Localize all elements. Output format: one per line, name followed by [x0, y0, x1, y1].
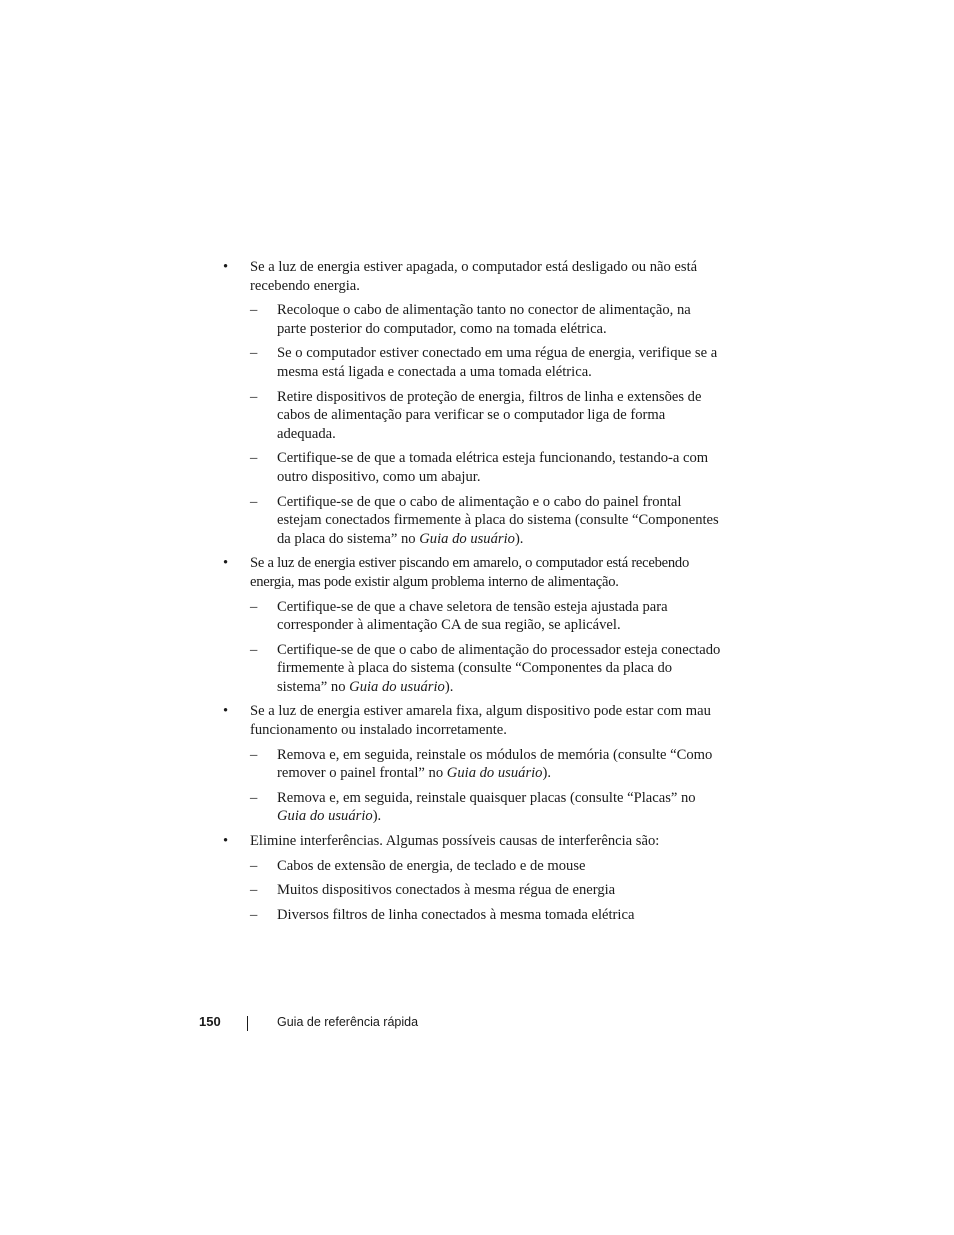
sub-item-text-pre: Remova e, em seguida, reinstale quaisquer placas (consulte “Placas” no	[277, 789, 696, 806]
sub-item-text: Certifique-se de que a chave seletora de tensão esteja ajustada para corresponder à alimentação CA de sua região, se aplicável.	[277, 598, 668, 634]
dash-marker: –	[250, 388, 258, 405]
sub-item-text	[277, 790, 696, 825]
sub-item-text: Retire dispositivos de proteção de energia, filtros de linha e extensões de cabos de alimentação para verificar se o computador liga de forma adequada.	[277, 388, 702, 442]
sub-list	[250, 857, 722, 925]
bullet-marker: •	[223, 259, 229, 275]
sub-item	[250, 598, 722, 635]
sub-item-text-post: ).	[514, 530, 524, 547]
sub-item-text	[277, 642, 720, 695]
dash-marker: –	[250, 906, 258, 923]
guide-reference: Guia do usuário	[419, 530, 515, 547]
sub-item	[250, 789, 722, 826]
guide-reference: Guia do usuário	[349, 678, 445, 695]
footer-divider	[247, 1016, 248, 1031]
sub-item-text: Recoloque o cabo de alimentação tanto no conector de alimentação, na parte posterior do computador, como na tomada elétrica.	[277, 302, 691, 337]
sub-item	[250, 449, 722, 486]
page-number: 150	[199, 1014, 221, 1029]
sub-item	[250, 344, 722, 381]
guide-reference: Guia do usuário	[446, 765, 543, 782]
sub-item-text-post: ).	[444, 678, 454, 695]
bullet-text: Elimine interferências. Algumas possíveis causas de interferência são:	[250, 833, 660, 850]
sub-list	[250, 598, 722, 697]
sub-item	[250, 301, 722, 338]
document-body	[222, 258, 722, 924]
sub-item-text-post: ).	[542, 765, 551, 782]
sub-item-text	[277, 747, 712, 782]
sub-item	[250, 388, 722, 444]
dash-marker: –	[250, 746, 258, 763]
bullet-item	[222, 554, 722, 696]
sub-item-text: Diversos filtros de linha conectados à mesma tomada elétrica	[277, 906, 635, 923]
sub-item-text-post: ).	[372, 808, 382, 825]
dash-marker: –	[250, 450, 258, 467]
guide-reference: Guia do usuário	[277, 808, 373, 825]
dash-marker: –	[250, 345, 258, 362]
bullet-marker: •	[223, 703, 229, 720]
dash-marker: –	[250, 857, 258, 874]
dash-marker: –	[250, 493, 258, 510]
bullet-text: Se a luz de energia estiver piscando em amarelo, o computador está recebendo energia, mas pode existir algum problema interno de alimentação.	[250, 555, 690, 590]
sub-item-text	[277, 494, 719, 547]
sub-item-text: Se o computador estiver conectado em uma régua de energia, verifique se a mesma está ligada e conectada a uma tomada elétrica.	[277, 345, 718, 380]
sub-item-text-pre: Certifique-se de que o cabo de alimentação do processador esteja conectado firmemente à placa do sistema (consulte “Componentes da placa do sistema” no	[277, 641, 721, 695]
sub-list	[250, 301, 722, 548]
bullet-marker: •	[223, 555, 229, 572]
sub-item	[250, 906, 722, 925]
bullet-marker: •	[223, 833, 229, 850]
dash-marker: –	[250, 789, 258, 806]
sub-item-text: Muitos dispositivos conectados à mesma régua de energia	[277, 882, 616, 899]
sub-item-text-pre: Certifique-se de que o cabo de alimentação e o cabo do painel frontal estejam conectados firmemente à placa do sistema (consulte “Componentes da placa do sistema” no	[277, 493, 719, 547]
bullet-item	[222, 258, 722, 548]
bullet-text: Se a luz de energia estiver amarela fixa, algum dispositivo pode estar com mau funcionamento ou instalado incorretamente.	[250, 703, 711, 739]
bullet-item	[222, 702, 722, 826]
footer-title: Guia de referência rápida	[277, 1015, 419, 1029]
dash-marker: –	[250, 641, 258, 658]
sub-item-text-pre: Remova e, em seguida, reinstale os módulos de memória (consulte “Como remover o painel frontal” no	[277, 746, 713, 782]
bullet-item	[222, 832, 722, 924]
sub-item-text: Certifique-se de que a tomada elétrica esteja funcionando, testando-a com outro dispositivo, como um abajur.	[277, 450, 709, 485]
dash-marker: –	[250, 882, 258, 899]
sub-item-text: Cabos de extensão de energia, de teclado e de mouse	[277, 857, 586, 874]
sub-item	[250, 857, 722, 876]
sub-item	[250, 881, 722, 900]
sub-list	[250, 746, 722, 826]
sub-item	[250, 493, 722, 549]
bullet-text: Se a luz de energia estiver apagada, o computador está desligado ou não está recebendo energia.	[250, 259, 698, 294]
dash-marker: –	[250, 598, 258, 615]
sub-item	[250, 746, 722, 783]
dash-marker: –	[250, 302, 258, 319]
sub-item	[250, 641, 722, 697]
